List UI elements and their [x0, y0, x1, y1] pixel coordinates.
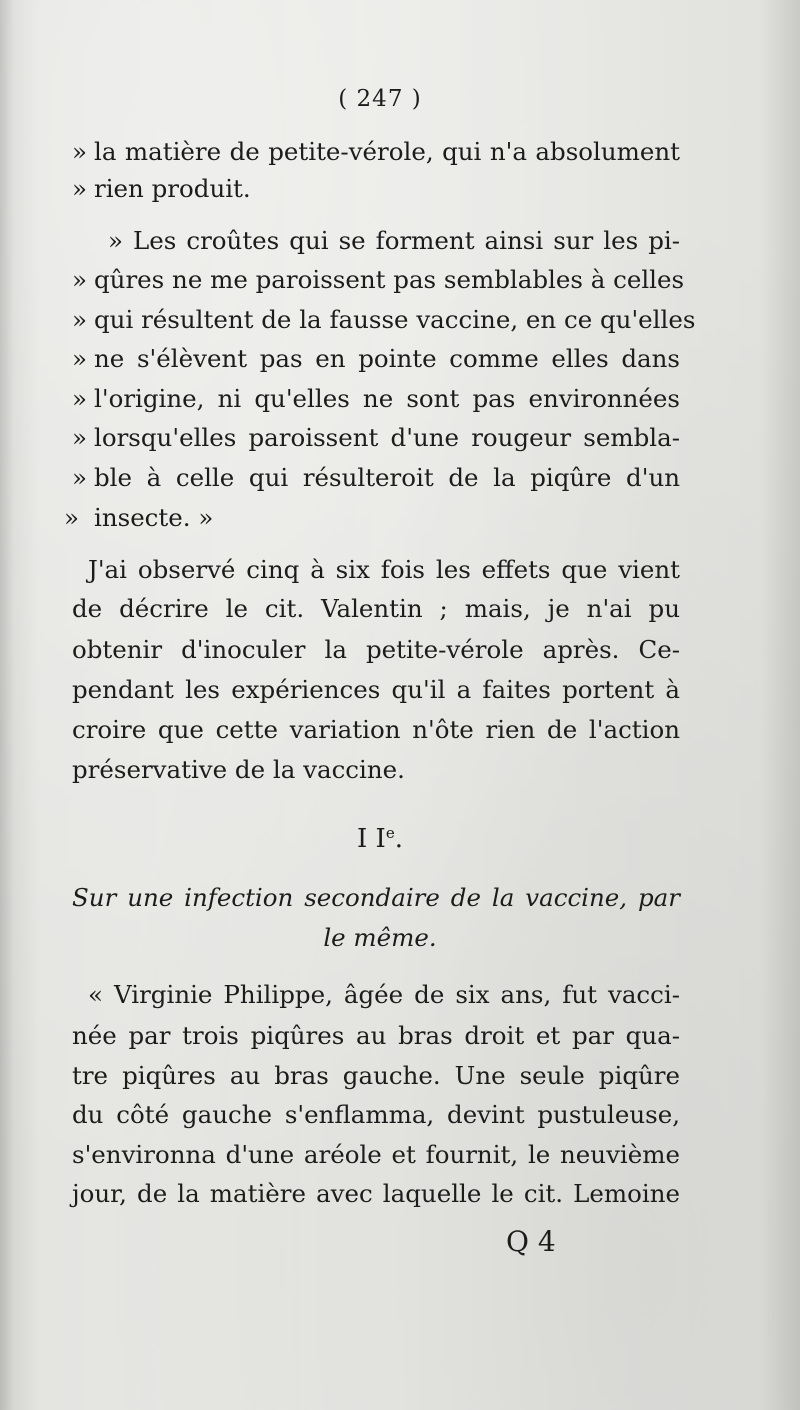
quote-mark: »: [72, 384, 87, 413]
text-line: préservative de la vaccine.: [72, 755, 405, 784]
text-line: de décrire le cit. Valentin ; mais, je n'ai pu: [72, 594, 680, 623]
text-line: « Virginie Philippe, âgée de six ans, fut vacci-: [88, 980, 680, 1009]
text-line: s'environna d'une aréole et fournit, le neuvième: [72, 1140, 680, 1169]
text-line: croire que cette variation n'ôte rien de l'action: [72, 715, 680, 744]
quote-mark: »: [108, 226, 123, 255]
text-line: J'ai observé cinq à six fois les effets que vient: [88, 555, 680, 584]
text-line: » Les croûtes qui se forment ainsi sur les pi-: [108, 226, 680, 255]
quote-mark: »: [72, 344, 87, 373]
text-line: née par trois piqûres au bras droit et par qua-: [72, 1021, 680, 1050]
text-line: » ble à celle qui résulteroit de la piqûre d'un: [72, 463, 680, 492]
text-line: » qûres ne me paroissent pas semblables à celles: [72, 265, 685, 294]
quote-mark: »: [72, 423, 87, 452]
text-line: » qui résultent de la fausse vaccine, en ce qu'elles: [72, 305, 696, 334]
text-line: tre piqûres au bras gauche. Une seule piqûre: [72, 1061, 680, 1090]
text-line: » lorsqu'elles paroissent d'une rougeur sembla-: [72, 423, 680, 452]
text-line: obtenir d'inoculer la petite-vérole après. Ce-: [72, 635, 680, 664]
quote-mark: »: [72, 305, 87, 334]
quote-mark: »: [72, 463, 87, 492]
text-line: du côté gauche s'enflamma, devint pustuleuse,: [72, 1100, 680, 1129]
text-line: » ne s'élèvent pas en pointe comme elles dans: [72, 344, 680, 373]
quote-mark: »: [64, 503, 79, 532]
section-title-continued: le même.: [323, 923, 437, 952]
text-line: » la matière de petite-vérole, qui n'a absolument: [72, 137, 680, 166]
text-line: » rien produit.: [72, 174, 251, 203]
text-line: jour, de la matière avec laquelle le cit. Lemoine: [72, 1179, 680, 1208]
page-number-header: ( 247 ): [338, 86, 422, 112]
printer-signature-mark: Q 4: [506, 1225, 556, 1258]
quote-mark: »: [72, 265, 87, 294]
section-number: I Ie.: [357, 824, 403, 854]
quote-mark: »: [72, 137, 87, 166]
text-line: » l'origine, ni qu'elles ne sont pas environnées: [72, 384, 680, 413]
text-line: » insecte. »: [64, 503, 214, 532]
quote-mark: »: [72, 174, 87, 203]
text-line: pendant les expériences qu'il a faites portent à: [72, 675, 680, 704]
page-gutter-shadow: [0, 0, 14, 1410]
section-title: Sur une infection secondaire de la vaccine, par: [72, 883, 680, 912]
